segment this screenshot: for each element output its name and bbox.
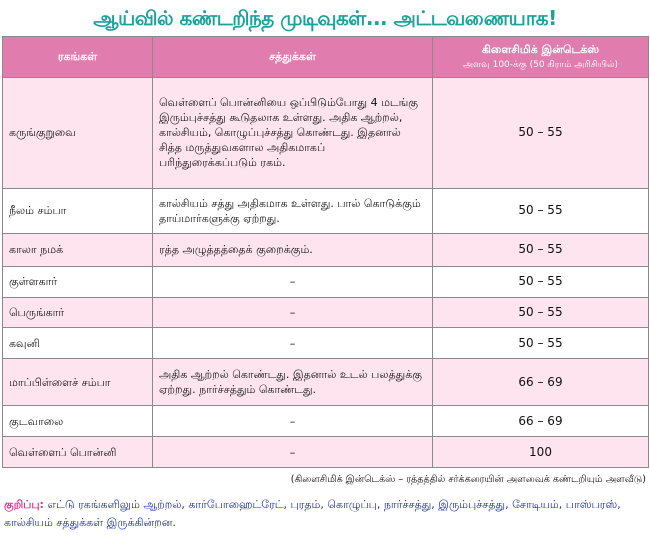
footer-label: குறிப்பு: xyxy=(4,498,44,511)
header-gi-sub: அளவு 100-க்கு (50 கிராம் அரிசியில்) xyxy=(463,60,618,70)
nutrients-cell: கால்சியம் சத்து அதிகமாக உள்ளது. பால் கொடுக்கும் தாய்மார்களுக்கு ஏற்றது. xyxy=(153,188,433,233)
nutrients-cell: – xyxy=(153,328,433,359)
variety-cell: கவுனி xyxy=(3,328,153,359)
rice-varieties-table xyxy=(2,36,649,468)
nutrients-cell: வெள்ளைப் பொன்னியை ஒப்பிடும்போது 4 மடங்கு இரும்புச்சத்து கூடுதலாக உள்ளது. அதிக ஆற்றல், கால்சியம், கொழுப்புச்சத்து கொண்டது. இதனால் சித்த மருத்துவகளால அதிகமாகப் பரிந்துரைக்கப்படும் ரகம். xyxy=(153,78,433,189)
variety-cell: கருங்குறுவை xyxy=(3,78,153,189)
gi-definition-note: (கிளைசிமிக் இன்டெக்ஸ் – ரத்தத்தில் சர்க்கரையின் அளவைக் கண்டறியும் அளவீடு) xyxy=(290,474,646,485)
table-row xyxy=(3,359,649,406)
variety-cell: பெருங்கார் xyxy=(3,297,153,328)
variety-cell: நீலம் சம்பா xyxy=(3,188,153,233)
header-gi-main: கிளைசிமிக் இன்டெக்ஸ் xyxy=(481,43,600,56)
glycemic-index-cell: 66 – 69 xyxy=(433,406,649,437)
table-row xyxy=(3,188,649,233)
table-row xyxy=(3,266,649,297)
header-nutrients: சத்துக்கள் xyxy=(153,37,433,78)
table-row xyxy=(3,297,649,328)
glycemic-index-cell: 100 xyxy=(433,437,649,468)
footer-text: எட்டு ரகங்களிலும் ஆற்றல், கார்போஹைட்ரேட், புரதம், கொழுப்பு, நார்ச்சத்து, இரும்புச்சத்து, சோடியம், பாஸ்பரஸ், கால்சியம் சத்துக்கள் இருக்கின்றன. xyxy=(4,498,621,529)
nutrients-cell: – xyxy=(153,297,433,328)
header-glycemic-index xyxy=(433,37,649,78)
header-variety: ரகங்கள் xyxy=(3,37,153,78)
glycemic-index-cell: 50 – 55 xyxy=(433,78,649,189)
glycemic-index-cell: 50 – 55 xyxy=(433,266,649,297)
glycemic-index-cell: 50 – 55 xyxy=(433,233,649,266)
table-row xyxy=(3,437,649,468)
footer-note xyxy=(4,496,646,532)
nutrients-cell: அதிக ஆற்றல் கொண்டது. இதனால் உடல் பலத்துக்கு ஏற்றது. நார்ச்சத்தும் கொண்டது. xyxy=(153,359,433,406)
variety-cell: மாப்பிள்ளைச் சம்பா xyxy=(3,359,153,406)
glycemic-index-cell: 66 – 69 xyxy=(433,359,649,406)
nutrients-cell: – xyxy=(153,437,433,468)
glycemic-index-cell: 50 – 55 xyxy=(433,188,649,233)
page-title: ஆய்வில் கண்டறிந்த முடிவுகள்... அட்டவணையாக! xyxy=(93,6,557,30)
glycemic-index-cell: 50 – 55 xyxy=(433,297,649,328)
nutrients-cell: – xyxy=(153,266,433,297)
variety-cell: வெள்ளைப் பொன்னி xyxy=(3,437,153,468)
table-row xyxy=(3,406,649,437)
table-row xyxy=(3,328,649,359)
table-row xyxy=(3,78,649,189)
variety-cell: காலா நமக் xyxy=(3,233,153,266)
table-header-row xyxy=(3,37,649,78)
glycemic-index-cell: 50 – 55 xyxy=(433,328,649,359)
variety-cell: குள்ளகார் xyxy=(3,266,153,297)
table-row xyxy=(3,233,649,266)
nutrients-cell: ரத்த அழுத்தத்தைக் குறைக்கும். xyxy=(153,233,433,266)
nutrients-cell: – xyxy=(153,406,433,437)
variety-cell: குடவாலை xyxy=(3,406,153,437)
